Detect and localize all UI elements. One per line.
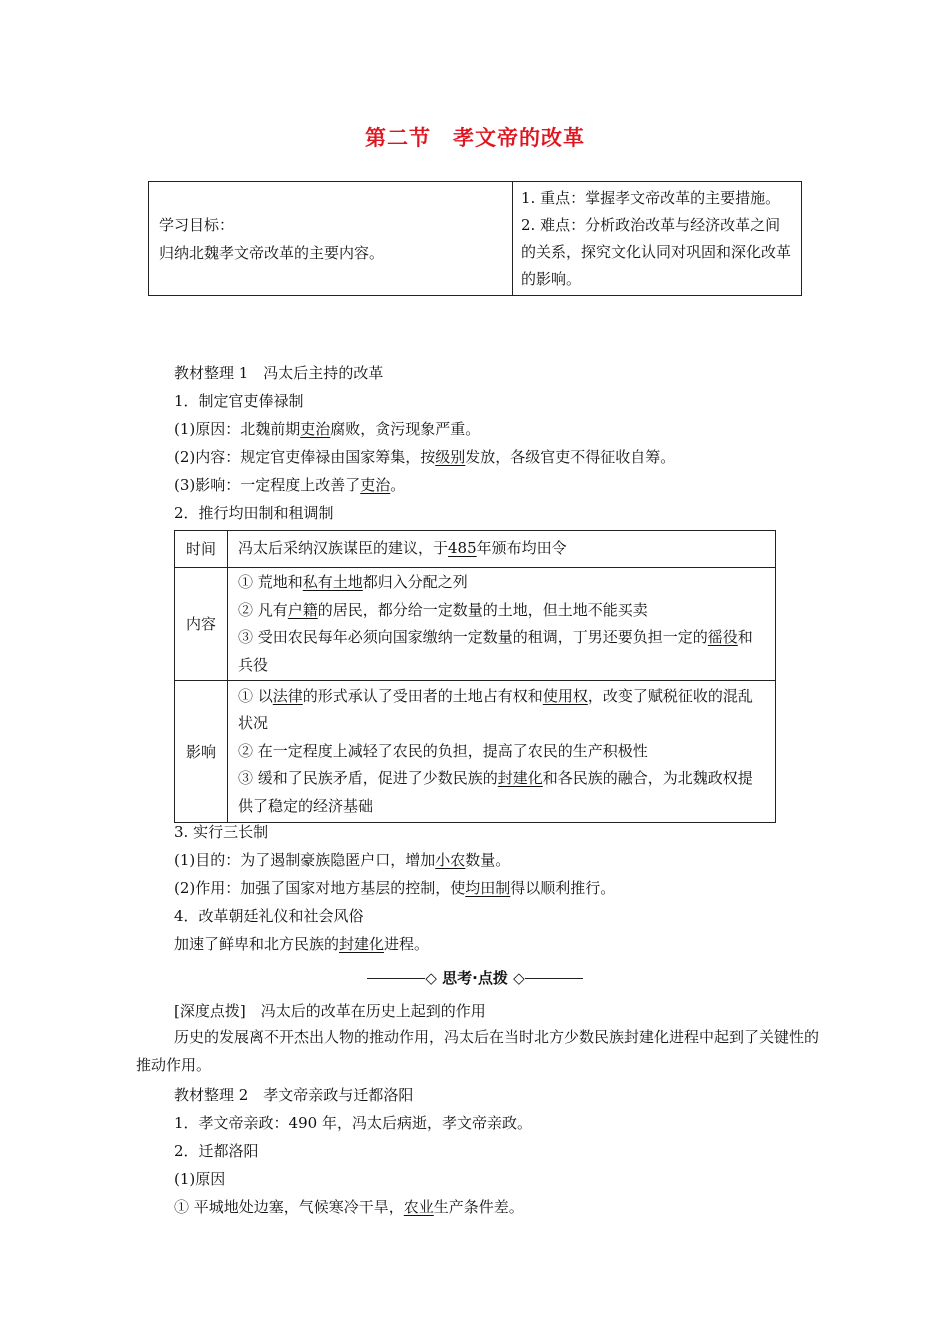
table-row-time xyxy=(175,531,776,568)
land-equalization-table xyxy=(174,530,776,823)
section2-item1: 1．孝文帝亲政：490 年，冯太后病逝，孝文帝亲政。 xyxy=(174,1114,532,1132)
deep-point-paragraph: 历史的发展离不开杰出人物的推动作用，冯太后在当时北方少数民族封建化进程中起到了关键性的推动作用。 xyxy=(136,1028,820,1074)
diamond-icon: ◇ xyxy=(425,969,437,987)
table-row-effect xyxy=(175,681,776,823)
section2-reason1: ① 平城地处边塞，气候寒冷干旱，农业生产条件差。 xyxy=(174,1198,524,1216)
page-title: 第二节 孝文帝的改革 xyxy=(365,126,585,150)
section1-reason: (1)原因：北魏前期吏治腐败，贪污现象严重。 xyxy=(174,420,481,438)
section1-heading: 教材整理 1 冯太后主持的改革 xyxy=(174,364,384,382)
table-row-content xyxy=(175,568,776,681)
section2-sub1: (1)原因 xyxy=(174,1170,226,1188)
objectives-right-cell xyxy=(513,182,802,296)
customs-effect: 加速了鲜卑和北方民族的封建化进程。 xyxy=(174,935,430,953)
diamond-icon: ◇ xyxy=(513,969,525,987)
section1-effect: (3)影响：一定程度上改善了吏治。 xyxy=(174,476,406,494)
row-label-effect: 影响 xyxy=(175,681,228,823)
deep-point-label: [深度点拨] 冯太后的改革在历史上起到的作用 xyxy=(174,1002,486,1020)
learning-objectives-table xyxy=(148,181,802,296)
think-divider xyxy=(0,967,950,988)
time-cell: 冯太后采纳汉族谋臣的建议，于485年颁布均田令 xyxy=(228,531,776,568)
three-elders-purpose: (1)目的：为了遏制豪族隐匿户口，增加小农数量。 xyxy=(174,851,511,869)
objectives-left-cell xyxy=(149,182,513,296)
objectives-label: 学习目标： xyxy=(159,215,235,234)
key-point: 1. 重点：掌握孝文帝改革的主要措施。 xyxy=(521,188,781,207)
content-cell: ① 荒地和私有土地都归入分配之列 ② 凡有户籍的居民，都分给一定数量的土地，但土地不能买卖 ③ 受田农民每年必须向国家缴纳一定数量的租调，丁男还要负担一定的徭役和兵役 xyxy=(228,568,776,681)
section1-content: (2)内容：规定官吏俸禄由国家筹集，按级别发放，各级官吏不得征收自筹。 xyxy=(174,448,676,466)
think-heading: 思考·点拨 xyxy=(442,969,508,987)
three-elders-effect: (2)作用：加强了国家对地方基层的控制，使均田制得以顺利推行。 xyxy=(174,879,616,897)
section1-item1: 1．制定官吏俸禄制 xyxy=(174,392,304,410)
effect-cell: ① 以法律的形式承认了受田者的土地占有权和使用权，改变了赋税征收的混乱状况 ② 在一定程度上减轻了农民的负担，提高了农民的生产积极性 ③ 缓和了民族矛盾，促进了少数民族的封建化和各民族的融合，为北魏政权提供了稳定的经济基础 xyxy=(228,681,776,823)
section1-item4: 4．改革朝廷礼仪和社会风俗 xyxy=(174,907,364,925)
objectives-text: 归纳北魏孝文帝改革的主要内容。 xyxy=(159,243,385,262)
row-label-time: 时间 xyxy=(175,531,228,568)
section2-item2: 2．迁都洛阳 xyxy=(174,1142,259,1160)
section2-heading: 教材整理 2 孝文帝亲政与迁都洛阳 xyxy=(174,1086,414,1104)
section1-item2: 2．推行均田制和租调制 xyxy=(174,504,334,522)
difficult-point: 2. 难点：分析政治改革与经济改革之间的关系，探究文化认同对巩固和深化改革的影响。 xyxy=(521,215,792,288)
row-label-content: 内容 xyxy=(175,568,228,681)
section1-item3: 3. 实行三长制 xyxy=(174,823,269,841)
